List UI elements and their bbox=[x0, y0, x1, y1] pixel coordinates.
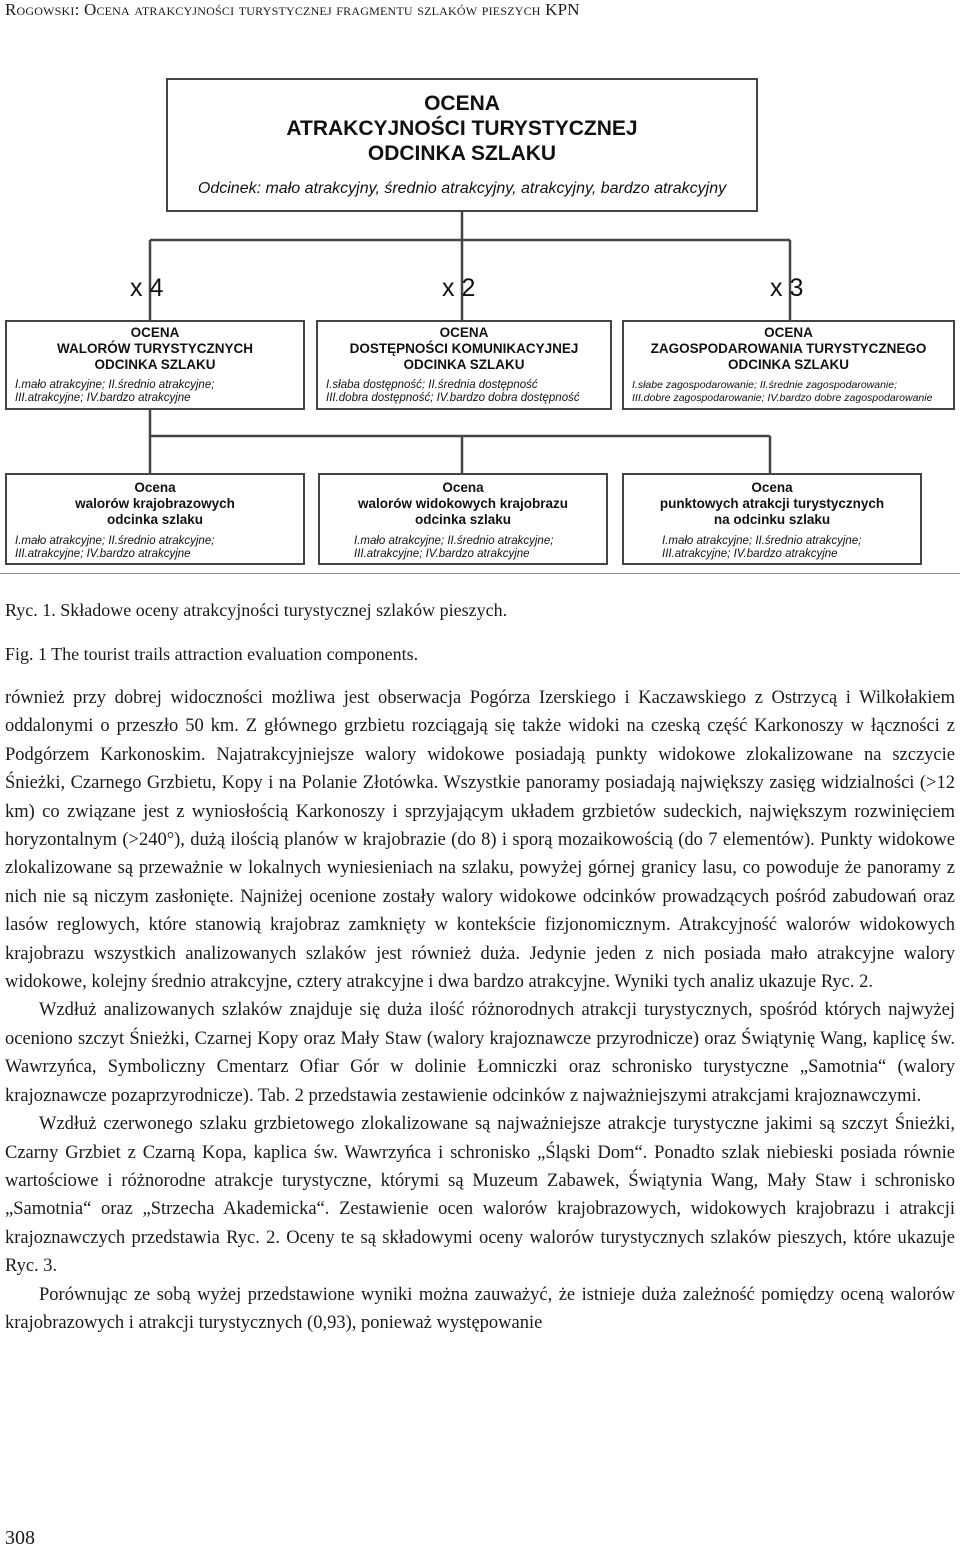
box-title-line-1: Ocena bbox=[442, 480, 484, 495]
overall-title-line-3: ODCINKA SZLAKU bbox=[367, 142, 557, 165]
box-scale-line-2: III.dobre zagospodarowanie; IV.bardzo dobre zagospodarowanie bbox=[632, 392, 933, 404]
running-head: Rogowski: Ocena atrakcyjności turystycznej fragmentu szlaków pieszych KPN bbox=[5, 0, 580, 19]
box-scale-line-1: I.słaba dostępność; II.średnia dostępność bbox=[326, 379, 538, 391]
overall-title-line-2: ATRAKCYJNOŚCI TURYSTYCZNEJ bbox=[286, 117, 638, 140]
box-title-line-3: na odcinku szlaku bbox=[713, 512, 831, 527]
box-title-line-2: walorów widokowych krajobrazu bbox=[357, 496, 569, 511]
box-title-line-2: ZAGOSPODAROWANIA TURYSTYCZNEGO bbox=[650, 341, 927, 356]
box-title-line-3: odcinka szlaku bbox=[414, 512, 512, 527]
figure-caption-en: Fig. 1 The tourist trails attraction evaluation components. bbox=[5, 644, 419, 664]
multiplier-center: x 2 bbox=[442, 274, 476, 302]
evaluation-diagram bbox=[0, 0, 960, 580]
box-scale-line-2: III.atrakcyjne; IV.bardzo atrakcyjne bbox=[15, 392, 191, 404]
tourist-infrastructure-box bbox=[622, 320, 955, 410]
box-scale-line-2: III.atrakcyjne; IV.bardzo atrakcyjne bbox=[662, 548, 838, 560]
box-title-line-1: OCENA bbox=[130, 325, 180, 340]
point-attractions-box bbox=[622, 473, 922, 565]
box-scale-line-2: III.atrakcyjne; IV.bardzo atrakcyjne bbox=[354, 548, 530, 560]
figure-divider bbox=[0, 573, 960, 574]
multiplier-right: x 3 bbox=[770, 274, 804, 302]
box-scale-line-1: I.mało atrakcyjne; II.średnio atrakcyjne; bbox=[354, 535, 554, 547]
box-title-line-2: DOSTĘPNOŚCI KOMUNIKACYJNEJ bbox=[349, 341, 579, 356]
box-scale-line-1: I.słabe zagospodarowanie; II.średnie zagospodarowanie; bbox=[632, 379, 898, 391]
scenic-values-box bbox=[318, 473, 608, 565]
body-text bbox=[5, 684, 955, 1337]
paragraph: również przy dobrej widoczności możliwa jest obserwacja Pogórza Izerskiego i Kaczawskiego z Ostrzycą i Wilkołakiem oddalonymi o przeszło 50 km. Z głównego grzbietu rozciągają się także widoki na czeską część Karkonoszy w łączności z Podgórzem Karkonoskim. Najatrakcyjniejsze walory widokowe posiadają punkty widokowe zlokalizowane na szczycie Śnieżki, Czarnego Grzbietu, Kopy i na Polanie Złotówka. Wszystkie panoramy posiadają największy zasięg widzialności (>12 km) co związane jest z wyniosłością Karkonoszy i sprzyjającym układem grzbietów sudeckich, największym rozwinięciem horyzontalnym (>240°), dużą ilością planów w krajobrazie (do 8) i sporą mozaikowością (do 7 elementów). Punkty widokowe zlokalizowane są przeważnie w lokalnych wyniesieniach na szlaku, powyżej górnej granicy lasu, co powoduje że panoramy z nich nie są niczym zasłonięte. Najniżej ocenione zostały walory widokowe odcinków prowadzących pośród zabudowań oraz lasów reglowych, które stanowią krajobraz zamknięty w kontekście fizjonomicznym. Atrakcyjność walorów widokowych krajobrazu wszystkich analizowanych szlaków jest również duża. Jedynie jeden z nich posiada mało atrakcyjne walory widokowe, kolejny średnio atrakcyjne, cztery atrakcyjne i dwa bardzo atrakcyjne. Wyniki tych analiz ukazuje Ryc. 2. bbox=[5, 688, 955, 993]
accessibility-box bbox=[316, 320, 612, 410]
box-scale-line-2: III.dobra dostępność; IV.bardzo dobra dostępność bbox=[326, 392, 580, 404]
multiplier-left: x 4 bbox=[130, 274, 164, 302]
box-title-line-2: WALORÓW TURYSTYCZNYCH bbox=[57, 341, 253, 356]
box-scale-line-1: I.mało atrakcyjne; II.średnio atrakcyjne; bbox=[662, 535, 862, 547]
box-scale-line-1: I.mało atrakcyjne; II.średnio atrakcyjne; bbox=[15, 535, 215, 547]
box-scale-line-2: III.atrakcyjne; IV.bardzo atrakcyjne bbox=[15, 548, 191, 560]
overall-title-line-1: OCENA bbox=[424, 92, 500, 115]
page-number: 308 bbox=[5, 1527, 35, 1549]
box-title-line-1: Ocena bbox=[134, 480, 176, 495]
box-scale-line-1: I.mało atrakcyjne; II.średnio atrakcyjne; bbox=[15, 379, 215, 391]
box-title-line-3: ODCINKA SZLAKU bbox=[728, 357, 849, 372]
paragraph: Porównując ze sobą wyżej przedstawione wyniki można zauważyć, że istnieje duża zależność pomiędzy oceną walorów krajobrazowych i atrakcji turystycznych (0,93), ponieważ występowanie bbox=[5, 1284, 955, 1333]
overall-subtitle: Odcinek: mało atrakcyjny, średnio atrakcyjny, atrakcyjny, bardzo atrakcyjny bbox=[197, 180, 727, 197]
box-title-line-3: ODCINKA SZLAKU bbox=[403, 357, 525, 372]
figure-caption-pl: Ryc. 1. Składowe oceny atrakcyjności turystycznej szlaków pieszych. bbox=[5, 600, 508, 620]
box-title-line-3: odcinka szlaku bbox=[106, 512, 204, 527]
box-title-line-1: Ocena bbox=[751, 480, 793, 495]
box-title-line-1: OCENA bbox=[764, 325, 813, 340]
box-title-line-2: punktowych atrakcji turystycznych bbox=[659, 496, 885, 511]
tourist-values-box bbox=[5, 320, 305, 410]
overall-evaluation-box bbox=[166, 78, 758, 212]
box-title-line-1: OCENA bbox=[439, 325, 489, 340]
box-title-line-2: walorów krajobrazowych bbox=[75, 496, 235, 511]
landscape-values-box bbox=[5, 473, 305, 565]
box-title-line-3: ODCINKA SZLAKU bbox=[94, 357, 216, 372]
paragraph: Wzdłuż analizowanych szlaków znajduje się duża ilość różnorodnych atrakcji turystycznych, spośród których najwyżej oceniono szczyt Śnieżki, Czarnej Kopy oraz Mały Staw (walory krajoznawcze przyrodnicze) oraz Świątynię Wang, kaplicę św. Wawrzyńca, Symboliczny Cmentarz Ofiar Gór w dolinie Łomniczki oraz schronisko turystyczne „Samotnia“ (walory krajoznawcze pozaprzyrodnicze). Tab. 2 przedstawia zestawienie odcinków z najważniejszymi atrakcjami krajoznawczymi. bbox=[5, 1000, 955, 1106]
paragraph: Wzdłuż czerwonego szlaku grzbietowego zlokalizowane są najważniejsze atrakcje turystyczne jakimi są szczyt Śnieżki, Czarny Grzbiet z Czarną Kopa, kaplica św. Wawrzyńca i schronisko „Śląski Dom“. Ponadto szlak niebieski posiada równie wartościowe i różnorodne atrakcje turystyczne, którymi są Muzeum Zabawek, Świątynia Wang, Mały Staw i schronisko „Samotnia“ oraz „Strzecha Akademicka“. Zestawienie ocen walorów krajobrazowych, widokowych krajobrazu i atrakcji krajoznawczych przedstawia Ryc. 2. Oceny te są składowymi oceny walorów turystycznych szlaków pieszych, które ukazuje Ryc. 3. bbox=[5, 1114, 955, 1277]
